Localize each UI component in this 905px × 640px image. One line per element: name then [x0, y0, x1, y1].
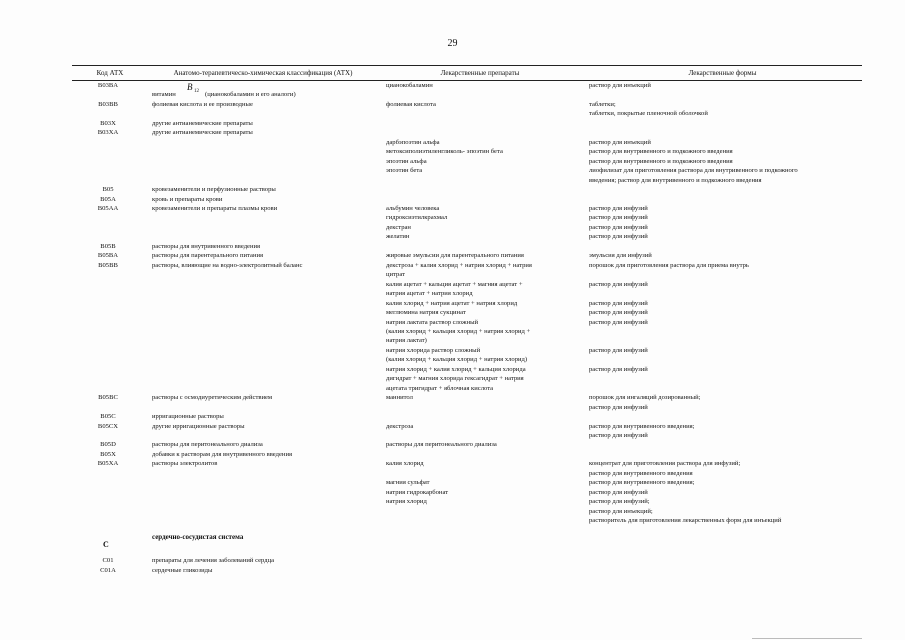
table-row: [0, 90, 905, 99]
form-cell: раствор для инфузий: [589, 214, 648, 222]
code-cell: B05: [102, 186, 114, 194]
form-cell: раствор для инфузий: [589, 488, 648, 496]
class-cell: сердечные гликозиды: [152, 566, 213, 574]
drug-cell: дигидрат + магния хлорида гексагидрат + натрия: [386, 375, 524, 383]
form-cell: раствор для инфузий: [589, 233, 648, 241]
drug-cell: (калия хлорид + кальция хлорид + натрия хлорид +: [386, 327, 531, 335]
table-row: [0, 412, 905, 421]
class-cell: растворы с осмодиуретическим действием: [152, 394, 273, 402]
code-cell: B05AA: [97, 204, 119, 212]
drug-cell: магния сульфат: [386, 479, 430, 487]
table-row: [0, 251, 905, 260]
header-drugs: Лекарственные препараты: [440, 69, 520, 77]
form-cell: раствор для инфузий: [589, 204, 648, 212]
class-cell: другие ирригационные растворы: [152, 422, 245, 430]
form-cell: введения; раствор для внутривенного и подкожного введения: [589, 176, 762, 184]
table-row: [0, 384, 905, 393]
drug-cell: гидроксиэтилкрахмал: [386, 214, 448, 222]
drug-cell: маннитол: [386, 394, 413, 402]
table-row: [0, 469, 905, 478]
form-cell: лиофилизат для приготовления раствора для внутривенного и подкожного: [589, 167, 798, 175]
form-cell: таблетки, покрытые пленочной оболочкой: [589, 110, 708, 118]
form-cell: раствор для инъекций: [589, 138, 651, 146]
drug-cell: натрия хлорида раствор сложный: [386, 346, 481, 354]
b12-symbol: B: [187, 82, 193, 92]
form-cell: раствор для инфузий: [589, 403, 648, 411]
code-cell: B03BB: [98, 100, 118, 108]
table-row: [0, 422, 905, 431]
form-cell: раствор для инфузий;: [589, 498, 650, 506]
code-cell: B03BA: [97, 82, 119, 89]
table-row: [0, 450, 905, 459]
code-cell: C01A: [100, 566, 116, 574]
code-cell: B05XA: [97, 460, 119, 468]
code-cell: B05X: [100, 450, 116, 458]
form-cell: раствор для инфузий: [589, 346, 648, 354]
form-cell: раствор для внутривенного введения;: [589, 479, 695, 487]
code-cell: C01: [102, 557, 114, 564]
class-cell: кровь и препараты крови: [152, 195, 223, 203]
drug-cell: натрия хлорид: [386, 498, 427, 506]
drug-cell: альбумин человека: [386, 204, 440, 212]
table-row: [0, 431, 905, 440]
form-cell: порошок для приготовления раствора для приема внутрь: [589, 261, 749, 269]
table-row: [0, 232, 905, 241]
table-row: [0, 176, 905, 185]
form-cell: раствор для инъекций;: [589, 507, 653, 515]
class-cell: кровезаменители и перфузионные растворы: [152, 186, 276, 194]
drug-cell: желатин: [386, 233, 410, 241]
drug-cell: натрия хлорид + калия хлорид + кальция хлорида: [386, 365, 526, 373]
code-cell: B05B: [100, 242, 116, 250]
form-cell: концентрат для приготовления раствора для инфузий;: [589, 460, 741, 468]
table-row: [0, 556, 905, 565]
class-cell: другие антианемические препараты: [152, 129, 253, 137]
drug-cell: натрия гидрокарбонат: [386, 488, 449, 496]
code-cell: B05CX: [97, 422, 119, 430]
class-cell: растворы для перитонеального диализа: [152, 441, 263, 449]
form-cell: раствор для инфузий: [589, 318, 648, 326]
drug-cell: декстроза: [386, 422, 414, 430]
table-row: [0, 128, 905, 137]
form-cell: раствор для инъекций: [589, 82, 651, 89]
table-row: [0, 478, 905, 487]
drug-cell: калия хлорид: [386, 460, 424, 468]
drug-cell: эпоэтин бета: [386, 167, 423, 175]
drug-cell: декстран: [386, 223, 411, 231]
table-row: [0, 166, 905, 175]
section-title: сердечно-сосудистая система: [152, 533, 244, 541]
drug-cell: метоксиполиэтиленгликоль- эпоэтин бета: [386, 148, 503, 156]
form-cell: раствор для инфузий: [589, 309, 648, 317]
code-cell: B05BA: [97, 252, 119, 260]
table-row: [0, 138, 905, 147]
table-row: [0, 516, 905, 525]
form-cell: растворитель для приготовления лекарственных форм для инъекций: [589, 517, 782, 525]
table-row: [0, 346, 905, 355]
table-row: [0, 403, 905, 412]
table-row: [0, 270, 905, 279]
table-row: [0, 336, 905, 345]
form-cell: раствор для инфузий: [589, 280, 648, 288]
drug-cell: калия хлорид + натрия ацетат + натрия хлорид: [386, 299, 518, 307]
table-row: [0, 147, 905, 156]
code-cell: B05A: [100, 195, 116, 203]
drug-cell: калия ацетат + кальция ацетат + магния ацетат +: [386, 280, 523, 288]
b12-subscript: 12: [194, 89, 199, 94]
drug-cell: фолиевая кислота: [386, 100, 436, 108]
table-row: [0, 109, 905, 118]
table-row: [0, 185, 905, 194]
table-row: [0, 497, 905, 506]
drug-cell: цитрат: [386, 271, 405, 279]
table-row: [0, 289, 905, 298]
header-forms: Лекарственные формы: [688, 69, 757, 77]
table-row: [0, 195, 905, 204]
form-cell: раствор для внутривенного и подкожного введения: [589, 157, 733, 165]
table-row: [0, 374, 905, 383]
table-row: [0, 459, 905, 468]
form-cell: раствор для внутривенного введения;: [589, 422, 695, 430]
class-cell: растворы электролитов: [152, 460, 218, 468]
form-cell: таблетки;: [589, 100, 616, 108]
table-row: [0, 365, 905, 374]
table-row: [0, 393, 905, 402]
form-cell: раствор для инфузий: [589, 365, 648, 373]
class-cell: препараты для лечения заболеваний сердца: [152, 557, 275, 564]
table-row: [0, 318, 905, 327]
drug-cell: эпоэтин альфа: [386, 157, 427, 165]
class-cell: (цианокобаламин и его аналоги): [205, 91, 296, 99]
drug-cell: натрия лактат): [386, 337, 427, 345]
table-row: [0, 223, 905, 232]
code-cell: B05C: [100, 413, 116, 421]
scan-mark: [752, 638, 862, 639]
section-letter: C: [103, 540, 109, 549]
code-cell: B03X: [100, 119, 116, 127]
header-code: Код АТХ: [96, 69, 124, 77]
drug-cell: растворы для перитонеального диализа: [386, 441, 497, 449]
form-cell: раствор для внутривенного и подкожного введения: [589, 148, 733, 156]
table-row: [0, 566, 905, 575]
table-row: [0, 299, 905, 308]
table-top-rule: [72, 65, 862, 66]
drug-cell: цианокобаламин: [386, 82, 433, 89]
table-row: [0, 280, 905, 289]
form-cell: эмульсия для инфузий: [589, 252, 652, 260]
form-cell: раствор для инфузий: [589, 299, 648, 307]
drug-cell: натрия ацетат + натрия хлорид: [386, 290, 473, 298]
table-row: [0, 204, 905, 213]
table-row: [0, 488, 905, 497]
class-cell: добавки к растворам для внутривенного введения: [152, 450, 293, 458]
page-number: 29: [447, 38, 458, 49]
class-cell: фолиевая кислота и ее производные: [152, 100, 253, 108]
table-row: [0, 327, 905, 336]
table-row: [0, 157, 905, 166]
class-cell: растворы для внутривенного введения: [152, 242, 261, 250]
table-row: [0, 355, 905, 364]
form-cell: раствор для инфузий: [589, 223, 648, 231]
code-cell: B05BC: [98, 394, 118, 402]
drug-cell: дарбэпоэтин альфа: [386, 138, 440, 146]
drug-cell: меглюмина натрия сукцинат: [386, 309, 466, 317]
table-row: [0, 242, 905, 251]
drug-cell: декстроза + калия хлорид + натрия хлорид + натрия: [386, 261, 532, 269]
table-row: [0, 119, 905, 128]
drug-cell: натрия лактата раствор сложный: [386, 318, 479, 326]
form-cell: порошок для ингаляций дозированный;: [589, 394, 701, 402]
class-cell: другие антианемические препараты: [152, 119, 253, 127]
form-cell: раствор для внутривенного введения: [589, 469, 693, 477]
table-row: [0, 507, 905, 516]
drug-cell: ацетата тригидрат + яблочная кислота: [386, 384, 494, 392]
header-classification: Анатомо-терапевтическо-химическая классификация (АТХ): [173, 69, 353, 77]
class-cell: ирригационные растворы: [152, 413, 224, 421]
form-cell: раствор для инфузий: [589, 432, 648, 440]
table-row: [0, 308, 905, 317]
class-cell: растворы, влияющие на водно-электролитный баланс: [152, 261, 303, 269]
code-cell: B05D: [100, 441, 116, 449]
table-row: [0, 213, 905, 222]
class-cell: растворы для парентерального питания: [152, 252, 264, 260]
code-cell: B03XA: [97, 129, 119, 137]
table-row: [0, 261, 905, 270]
drug-cell: (калия хлорид + кальция хлорид + натрия хлорид): [386, 356, 528, 364]
class-cell: витамин: [152, 91, 176, 98]
table-row: [0, 100, 905, 109]
class-cell: кровезаменители и препараты плазмы крови: [152, 204, 278, 212]
drug-cell: жировые эмульсии для парентерального питания: [386, 252, 524, 260]
table-row: [0, 440, 905, 449]
code-cell: B05BB: [98, 261, 118, 269]
